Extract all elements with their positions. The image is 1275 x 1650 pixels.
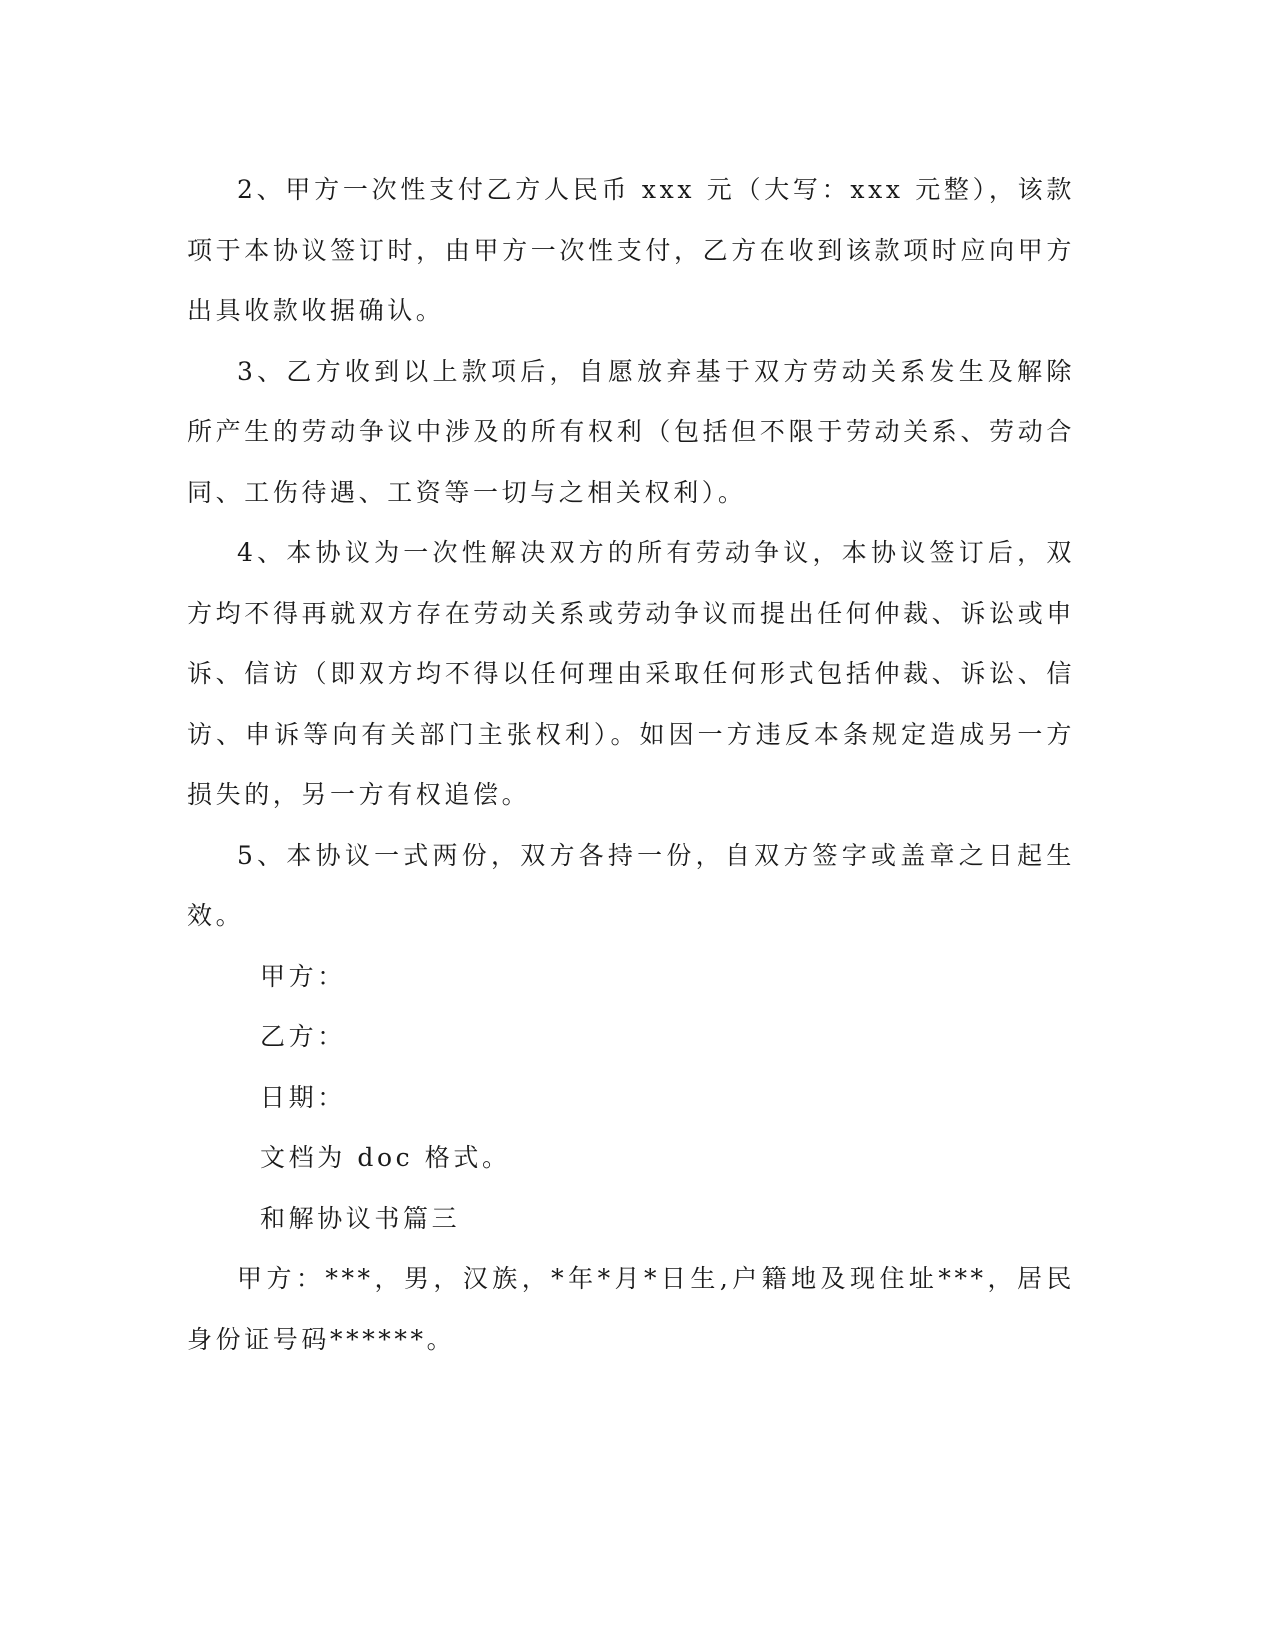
- party-a-info-paragraph: 甲方：***，男，汉族，*年*月*日生,户籍地及现住址***，居民身份证号码******。: [187, 1264, 1075, 1354]
- party-a-signature-line: 甲方：: [260, 961, 346, 991]
- format-note: 文档为 doc 格式。: [260, 1143, 511, 1172]
- clause-3-paragraph: 3、乙方收到以上款项后，自愿放弃基于双方劳动关系发生及解除所产生的劳动争议中涉及的所有权利（包括但不限于劳动关系、劳动合同、工伤待遇、工资等一切与之相关权利）。: [187, 356, 1075, 507]
- document-body: [187, 160, 1075, 1370]
- party-b-signature-line: 乙方：: [260, 1022, 346, 1051]
- date-line: 日期：: [260, 1082, 346, 1112]
- clause-2-paragraph: 2、甲方一次性支付乙方人民币 xxx 元（大写：xxx 元整），该款项于本协议签订时，由甲方一次性支付，乙方在收到该款项时应向甲方出具收款收据确认。: [187, 175, 1075, 325]
- clause-5-paragraph: 5、本协议一式两份，双方各持一份，自双方签字或盖章之日起生效。: [187, 840, 1075, 930]
- clause-4-paragraph: 4、本协议为一次性解决双方的所有劳动争议，本协议签订后，双方均不得再就双方存在劳动关系或劳动争议而提出任何仲裁、诉讼或申诉、信访（即双方均不得以任何理由采取任何形式包括仲裁、诉讼、信访、申诉等向有关部门主张权利）。如因一方违反本条规定造成另一方损失的，另一方有权追偿。: [187, 538, 1075, 809]
- section-title: 和解协议书篇三: [260, 1203, 461, 1233]
